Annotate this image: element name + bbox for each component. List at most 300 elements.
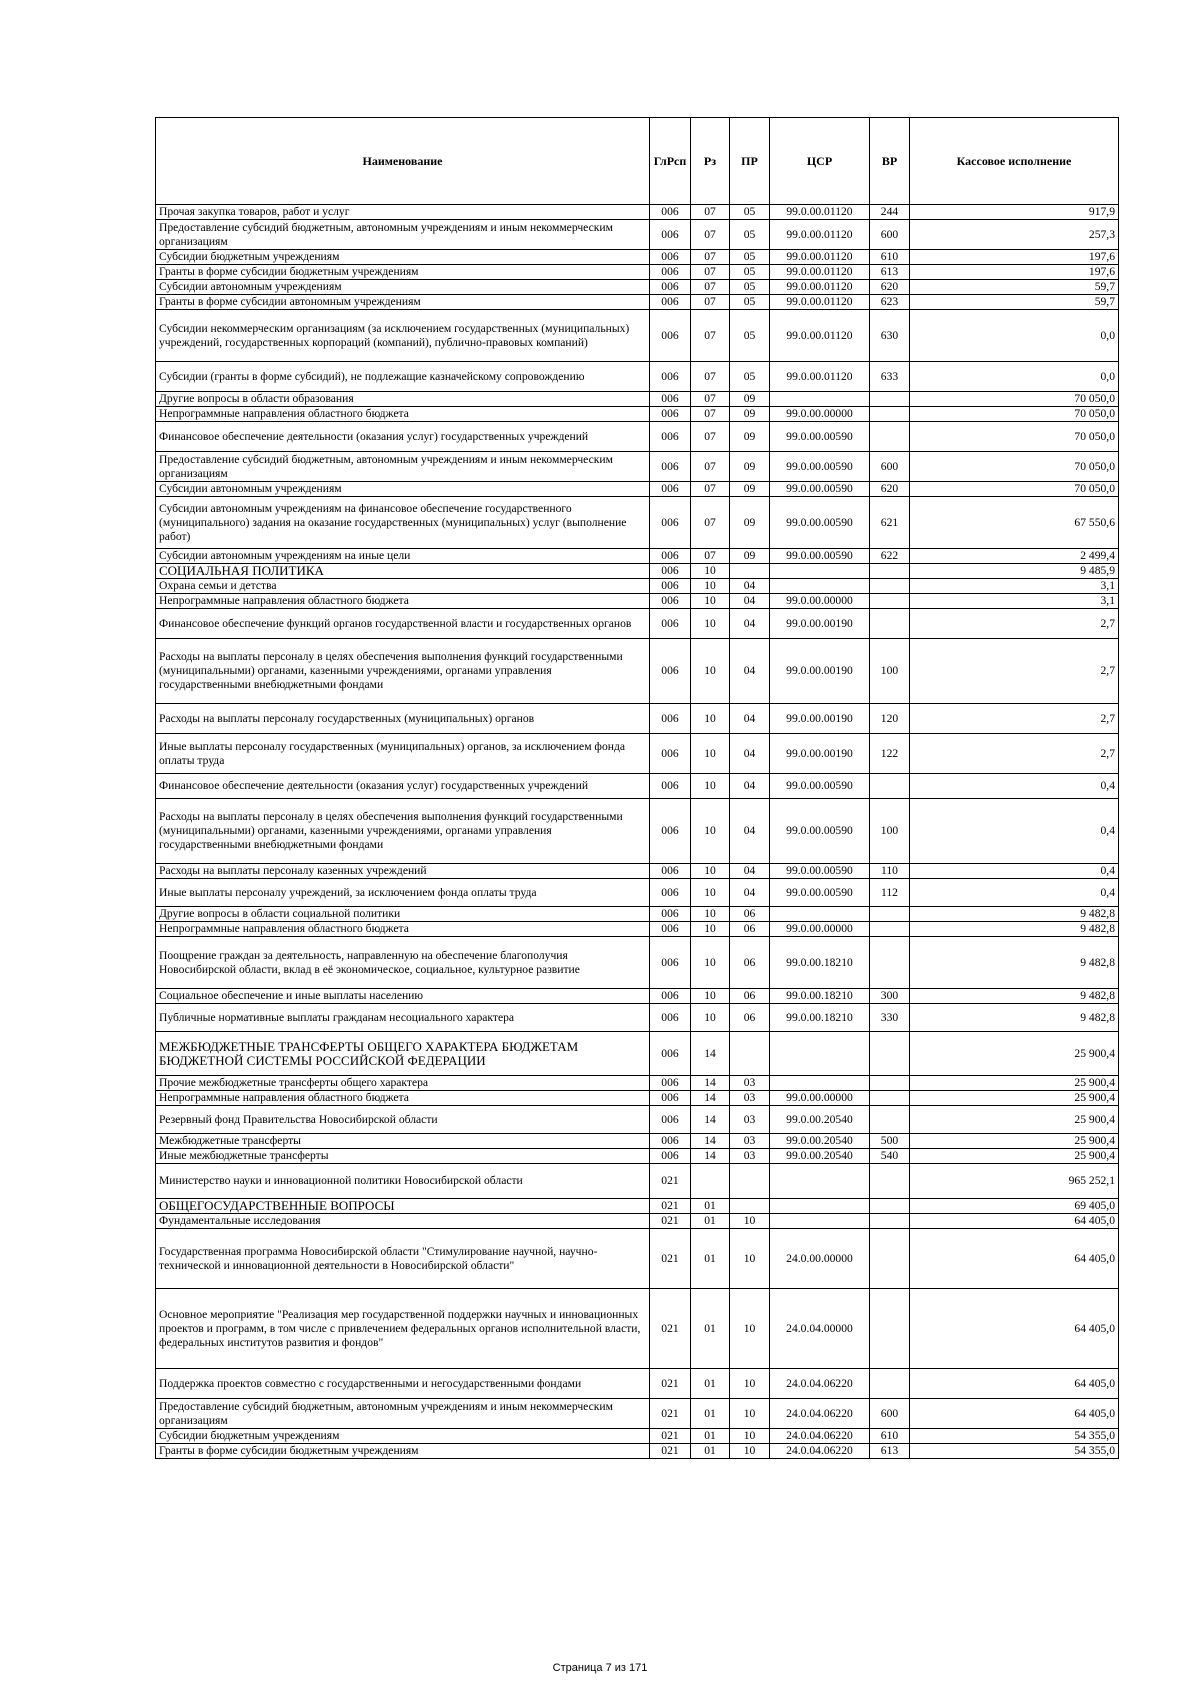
table-row — [156, 310, 1119, 362]
row-amount: 59,7 — [910, 280, 1119, 295]
row-vr — [870, 922, 910, 937]
row-name: СОЦИАЛЬНАЯ ПОЛИТИКА — [156, 564, 650, 579]
row-name: Расходы на выплаты персоналу в целях обеспечения выполнения функций государственными (муниципальными) органами, казенными учреждениями, органами управления государственными внебюджетными фондами — [156, 639, 650, 704]
row-glrsp: 006 — [650, 989, 691, 1004]
row-csr: 99.0.00.00590 — [770, 422, 870, 452]
table-row — [156, 250, 1119, 265]
row-glrsp: 006 — [650, 1076, 691, 1091]
row-rz: 07 — [691, 549, 730, 564]
row-vr: 622 — [870, 549, 910, 564]
row-name: Предоставление субсидий бюджетным, автономным учреждениям и иным некоммерческим организациям — [156, 1399, 650, 1429]
row-vr: 630 — [870, 310, 910, 362]
row-vr — [870, 564, 910, 579]
row-rz: 10 — [691, 879, 730, 907]
table-row — [156, 497, 1119, 549]
row-name: Расходы на выплаты персоналу казенных учреждений — [156, 864, 650, 879]
row-vr: 621 — [870, 497, 910, 549]
row-csr — [770, 1032, 870, 1076]
row-glrsp: 006 — [650, 734, 691, 774]
table-row — [156, 205, 1119, 220]
row-vr — [870, 1369, 910, 1399]
row-name: Прочие межбюджетные трансферты общего характера — [156, 1076, 650, 1091]
row-glrsp: 006 — [650, 295, 691, 310]
table-row — [156, 864, 1119, 879]
table-row — [156, 362, 1119, 392]
row-amount: 25 900,4 — [910, 1032, 1119, 1076]
row-name: Субсидии (гранты в форме субсидий), не подлежащие казначейскому сопровождению — [156, 362, 650, 392]
row-pr: 04 — [730, 579, 770, 594]
row-csr — [770, 1199, 870, 1214]
row-glrsp: 006 — [650, 594, 691, 609]
row-amount: 0,4 — [910, 879, 1119, 907]
table-row — [156, 1164, 1119, 1199]
table-row — [156, 452, 1119, 482]
row-name: Непрограммные направления областного бюджета — [156, 594, 650, 609]
row-rz: 10 — [691, 799, 730, 864]
row-name: Резервный фонд Правительства Новосибирской области — [156, 1106, 650, 1134]
row-glrsp: 006 — [650, 609, 691, 639]
row-csr: 99.0.00.00190 — [770, 639, 870, 704]
row-amount: 3,1 — [910, 579, 1119, 594]
table-row — [156, 1289, 1119, 1369]
header-csr: ЦСР — [770, 118, 870, 205]
row-amount: 3,1 — [910, 594, 1119, 609]
row-rz: 07 — [691, 362, 730, 392]
row-vr — [870, 609, 910, 639]
row-glrsp: 006 — [650, 799, 691, 864]
table-row — [156, 1032, 1119, 1076]
table-row — [156, 422, 1119, 452]
row-pr: 03 — [730, 1091, 770, 1106]
row-name: Иные выплаты персоналу учреждений, за исключением фонда оплаты труда — [156, 879, 650, 907]
row-csr — [770, 579, 870, 594]
row-csr: 24.0.04.06220 — [770, 1444, 870, 1459]
row-glrsp: 021 — [650, 1229, 691, 1289]
row-csr: 99.0.00.00190 — [770, 704, 870, 734]
row-amount: 64 405,0 — [910, 1214, 1119, 1229]
row-pr: 09 — [730, 407, 770, 422]
table-row — [156, 989, 1119, 1004]
row-name: Субсидии некоммерческим организациям (за исключением государственных (муниципальных) учреждений, государственных корпораций (компаний), публично-правовых компаний) — [156, 310, 650, 362]
row-vr: 112 — [870, 879, 910, 907]
row-name: Министерство науки и инновационной политики Новосибирской области — [156, 1164, 650, 1199]
row-amount: 2,7 — [910, 734, 1119, 774]
row-rz: 10 — [691, 1004, 730, 1032]
row-vr: 330 — [870, 1004, 910, 1032]
row-csr: 24.0.00.00000 — [770, 1229, 870, 1289]
row-rz: 10 — [691, 937, 730, 989]
row-name: Субсидии бюджетным учреждениям — [156, 250, 650, 265]
row-pr — [730, 1032, 770, 1076]
row-name: Непрограммные направления областного бюджета — [156, 922, 650, 937]
row-glrsp: 021 — [650, 1369, 691, 1399]
row-rz: 01 — [691, 1199, 730, 1214]
row-vr: 610 — [870, 250, 910, 265]
row-pr: 09 — [730, 497, 770, 549]
row-rz: 07 — [691, 310, 730, 362]
row-csr — [770, 907, 870, 922]
table-row — [156, 407, 1119, 422]
row-vr — [870, 1289, 910, 1369]
row-name: Социальное обеспечение и иные выплаты населению — [156, 989, 650, 1004]
row-vr: 120 — [870, 704, 910, 734]
row-glrsp: 006 — [650, 937, 691, 989]
row-vr: 244 — [870, 205, 910, 220]
row-amount: 70 050,0 — [910, 452, 1119, 482]
row-csr: 99.0.00.01120 — [770, 220, 870, 250]
row-rz: 01 — [691, 1429, 730, 1444]
row-amount: 25 900,4 — [910, 1106, 1119, 1134]
row-amount: 2 499,4 — [910, 549, 1119, 564]
row-amount: 25 900,4 — [910, 1149, 1119, 1164]
row-vr — [870, 594, 910, 609]
row-rz: 10 — [691, 989, 730, 1004]
row-rz: 01 — [691, 1399, 730, 1429]
row-glrsp: 006 — [650, 579, 691, 594]
row-amount: 2,7 — [910, 609, 1119, 639]
row-amount: 64 405,0 — [910, 1229, 1119, 1289]
row-csr: 99.0.00.00190 — [770, 734, 870, 774]
row-glrsp: 006 — [650, 639, 691, 704]
row-glrsp: 006 — [650, 864, 691, 879]
row-rz: 14 — [691, 1149, 730, 1164]
row-pr — [730, 1199, 770, 1214]
row-vr: 100 — [870, 799, 910, 864]
row-csr: 99.0.00.20540 — [770, 1134, 870, 1149]
row-glrsp: 006 — [650, 1091, 691, 1106]
row-glrsp: 021 — [650, 1164, 691, 1199]
row-vr — [870, 907, 910, 922]
table-row — [156, 1444, 1119, 1459]
header-glrsp: ГлРсп — [650, 118, 691, 205]
row-csr: 99.0.00.18210 — [770, 937, 870, 989]
row-pr: 10 — [730, 1399, 770, 1429]
row-rz: 01 — [691, 1214, 730, 1229]
row-glrsp: 021 — [650, 1289, 691, 1369]
row-pr: 03 — [730, 1149, 770, 1164]
header-amount: Кассовое исполнение — [910, 118, 1119, 205]
table-row — [156, 937, 1119, 989]
row-rz: 10 — [691, 579, 730, 594]
row-pr: 10 — [730, 1369, 770, 1399]
row-amount: 70 050,0 — [910, 482, 1119, 497]
table-row — [156, 907, 1119, 922]
table-row — [156, 482, 1119, 497]
row-pr: 05 — [730, 310, 770, 362]
row-glrsp: 006 — [650, 220, 691, 250]
table-row — [156, 922, 1119, 937]
row-vr — [870, 579, 910, 594]
row-rz: 14 — [691, 1134, 730, 1149]
row-name: Иные межбюджетные трансферты — [156, 1149, 650, 1164]
row-pr: 06 — [730, 922, 770, 937]
row-glrsp: 021 — [650, 1199, 691, 1214]
row-glrsp: 006 — [650, 392, 691, 407]
row-csr: 99.0.00.01120 — [770, 362, 870, 392]
row-csr: 99.0.00.00590 — [770, 864, 870, 879]
table-row — [156, 220, 1119, 250]
row-pr: 06 — [730, 989, 770, 1004]
row-pr: 10 — [730, 1214, 770, 1229]
row-vr — [870, 1214, 910, 1229]
row-glrsp: 006 — [650, 310, 691, 362]
row-amount: 9 482,8 — [910, 907, 1119, 922]
row-csr: 99.0.00.00000 — [770, 1091, 870, 1106]
row-amount: 70 050,0 — [910, 392, 1119, 407]
row-pr: 09 — [730, 482, 770, 497]
row-glrsp: 006 — [650, 265, 691, 280]
row-vr: 613 — [870, 1444, 910, 1459]
row-amount: 917,9 — [910, 205, 1119, 220]
row-rz: 10 — [691, 609, 730, 639]
row-pr: 04 — [730, 704, 770, 734]
row-vr — [870, 407, 910, 422]
row-name: Предоставление субсидий бюджетным, автономным учреждениям и иным некоммерческим организациям — [156, 452, 650, 482]
row-pr: 10 — [730, 1289, 770, 1369]
row-vr — [870, 774, 910, 799]
table-body — [156, 205, 1119, 1459]
row-vr: 613 — [870, 265, 910, 280]
row-rz: 10 — [691, 907, 730, 922]
row-name: Непрограммные направления областного бюджета — [156, 407, 650, 422]
row-csr: 24.0.04.06220 — [770, 1399, 870, 1429]
row-pr: 04 — [730, 774, 770, 799]
row-pr: 03 — [730, 1076, 770, 1091]
row-csr: 99.0.00.20540 — [770, 1149, 870, 1164]
row-rz: 14 — [691, 1032, 730, 1076]
row-name: Финансовое обеспечение функций органов государственной власти и государственных органов — [156, 609, 650, 639]
row-rz: 07 — [691, 280, 730, 295]
row-name: Субсидии автономным учреждениям на финансовое обеспечение государственного (муниципального) задания на оказание государственных (муниципальных) услуг (выполнение работ) — [156, 497, 650, 549]
row-vr: 620 — [870, 280, 910, 295]
row-vr — [870, 1164, 910, 1199]
row-csr: 99.0.00.01120 — [770, 280, 870, 295]
row-rz: 07 — [691, 220, 730, 250]
row-vr — [870, 1199, 910, 1214]
row-vr — [870, 1229, 910, 1289]
row-name: Предоставление субсидий бюджетным, автономным учреждениям и иным некоммерческим организациям — [156, 220, 650, 250]
table-row — [156, 564, 1119, 579]
row-pr: 10 — [730, 1429, 770, 1444]
row-vr — [870, 1076, 910, 1091]
row-amount: 2,7 — [910, 639, 1119, 704]
header-vr: ВР — [870, 118, 910, 205]
row-rz: 07 — [691, 482, 730, 497]
header-name: Наименование — [156, 118, 650, 205]
row-pr: 09 — [730, 549, 770, 564]
row-pr: 10 — [730, 1444, 770, 1459]
row-rz: 07 — [691, 407, 730, 422]
table-row — [156, 704, 1119, 734]
row-rz: 10 — [691, 922, 730, 937]
row-rz: 10 — [691, 704, 730, 734]
row-vr: 600 — [870, 1399, 910, 1429]
row-name: Гранты в форме субсидии автономным учреждениям — [156, 295, 650, 310]
row-glrsp: 006 — [650, 774, 691, 799]
table-row — [156, 1091, 1119, 1106]
row-csr: 99.0.00.00590 — [770, 799, 870, 864]
row-amount: 25 900,4 — [910, 1076, 1119, 1091]
row-name: Иные выплаты персоналу государственных (муниципальных) органов, за исключением фонда оплаты труда — [156, 734, 650, 774]
row-vr: 540 — [870, 1149, 910, 1164]
row-name: Охрана семьи и детства — [156, 579, 650, 594]
table-row — [156, 1229, 1119, 1289]
row-name: Основное мероприятие "Реализация мер государственной поддержки научных и инновационных проектов и программ, в том числе с привлечением федеральных органов исполнительной власти, федеральных институтов развития и фондов" — [156, 1289, 650, 1369]
row-rz: 10 — [691, 594, 730, 609]
row-vr: 633 — [870, 362, 910, 392]
row-rz: 07 — [691, 265, 730, 280]
row-csr: 99.0.00.00590 — [770, 497, 870, 549]
row-csr: 99.0.00.20540 — [770, 1106, 870, 1134]
row-csr: 99.0.00.00000 — [770, 922, 870, 937]
row-name: Финансовое обеспечение деятельности (оказания услуг) государственных учреждений — [156, 774, 650, 799]
row-name: Поддержка проектов совместно с государственными и негосударственными фондами — [156, 1369, 650, 1399]
row-pr: 04 — [730, 594, 770, 609]
row-pr: 09 — [730, 392, 770, 407]
row-pr: 05 — [730, 205, 770, 220]
row-vr: 122 — [870, 734, 910, 774]
row-rz: 14 — [691, 1091, 730, 1106]
row-vr — [870, 1091, 910, 1106]
row-csr: 24.0.04.00000 — [770, 1289, 870, 1369]
row-csr: 99.0.00.00000 — [770, 407, 870, 422]
row-amount: 64 405,0 — [910, 1369, 1119, 1399]
table-row — [156, 799, 1119, 864]
row-name: Другие вопросы в области социальной политики — [156, 907, 650, 922]
row-name: Публичные нормативные выплаты гражданам несоциального характера — [156, 1004, 650, 1032]
table-row — [156, 1429, 1119, 1444]
budget-execution-table — [155, 117, 1119, 1459]
row-amount: 2,7 — [910, 704, 1119, 734]
row-pr — [730, 564, 770, 579]
row-amount: 197,6 — [910, 265, 1119, 280]
row-name: Гранты в форме субсидии бюджетным учреждениям — [156, 1444, 650, 1459]
row-glrsp: 006 — [650, 879, 691, 907]
row-csr — [770, 1164, 870, 1199]
row-vr: 610 — [870, 1429, 910, 1444]
row-csr: 24.0.04.06220 — [770, 1369, 870, 1399]
row-csr — [770, 392, 870, 407]
row-csr — [770, 1214, 870, 1229]
row-pr: 05 — [730, 265, 770, 280]
row-rz: 07 — [691, 295, 730, 310]
row-csr: 99.0.00.00590 — [770, 774, 870, 799]
row-rz: 07 — [691, 422, 730, 452]
row-glrsp: 006 — [650, 1149, 691, 1164]
row-name: Субсидии автономным учреждениям — [156, 482, 650, 497]
row-rz: 14 — [691, 1076, 730, 1091]
row-rz: 10 — [691, 639, 730, 704]
row-amount: 70 050,0 — [910, 407, 1119, 422]
row-csr: 99.0.00.18210 — [770, 1004, 870, 1032]
row-name: Межбюджетные трансферты — [156, 1134, 650, 1149]
row-csr: 24.0.04.06220 — [770, 1429, 870, 1444]
table-row — [156, 280, 1119, 295]
row-pr: 06 — [730, 1004, 770, 1032]
row-name: Расходы на выплаты персоналу государственных (муниципальных) органов — [156, 704, 650, 734]
row-vr: 600 — [870, 220, 910, 250]
row-glrsp: 006 — [650, 1134, 691, 1149]
row-vr — [870, 937, 910, 989]
row-rz: 07 — [691, 205, 730, 220]
row-glrsp: 006 — [650, 407, 691, 422]
row-csr: 99.0.00.18210 — [770, 989, 870, 1004]
row-csr: 99.0.00.01120 — [770, 205, 870, 220]
row-csr: 99.0.00.00190 — [770, 609, 870, 639]
row-glrsp: 006 — [650, 362, 691, 392]
row-pr: 03 — [730, 1106, 770, 1134]
row-glrsp: 021 — [650, 1399, 691, 1429]
row-amount: 9 482,8 — [910, 989, 1119, 1004]
row-name: ОБЩЕГОСУДАРСТВЕННЫЕ ВОПРОСЫ — [156, 1199, 650, 1214]
row-vr: 100 — [870, 639, 910, 704]
row-amount: 25 900,4 — [910, 1091, 1119, 1106]
row-glrsp: 006 — [650, 922, 691, 937]
row-rz: 10 — [691, 774, 730, 799]
row-amount: 0,4 — [910, 864, 1119, 879]
row-pr: 04 — [730, 879, 770, 907]
header-pr: ПР — [730, 118, 770, 205]
row-pr: 06 — [730, 937, 770, 989]
row-csr: 99.0.00.00590 — [770, 879, 870, 907]
row-pr: 05 — [730, 220, 770, 250]
row-pr: 04 — [730, 639, 770, 704]
table-row — [156, 594, 1119, 609]
row-pr: 05 — [730, 295, 770, 310]
row-glrsp: 006 — [650, 250, 691, 265]
row-rz: 07 — [691, 497, 730, 549]
row-amount: 59,7 — [910, 295, 1119, 310]
row-rz: 07 — [691, 452, 730, 482]
row-rz: 01 — [691, 1229, 730, 1289]
row-pr: 04 — [730, 799, 770, 864]
table-row — [156, 639, 1119, 704]
row-glrsp: 006 — [650, 452, 691, 482]
row-name: Расходы на выплаты персоналу в целях обеспечения выполнения функций государственными (муниципальными) органами, казенными учреждениями, органами управления государственными внебюджетными фондами — [156, 799, 650, 864]
row-name: Другие вопросы в области образования — [156, 392, 650, 407]
row-vr — [870, 422, 910, 452]
row-csr: 99.0.00.01120 — [770, 295, 870, 310]
header-rz: Рз — [691, 118, 730, 205]
row-glrsp: 006 — [650, 564, 691, 579]
row-rz: 10 — [691, 734, 730, 774]
row-csr: 99.0.00.01120 — [770, 310, 870, 362]
table-row — [156, 1199, 1119, 1214]
row-amount: 9 482,8 — [910, 922, 1119, 937]
row-glrsp: 006 — [650, 497, 691, 549]
row-rz: 07 — [691, 250, 730, 265]
row-glrsp: 006 — [650, 704, 691, 734]
row-vr: 600 — [870, 452, 910, 482]
row-amount: 64 405,0 — [910, 1399, 1119, 1429]
row-amount: 0,4 — [910, 799, 1119, 864]
row-amount: 70 050,0 — [910, 422, 1119, 452]
row-amount: 67 550,6 — [910, 497, 1119, 549]
table-row — [156, 734, 1119, 774]
table-row — [156, 295, 1119, 310]
row-amount: 9 482,8 — [910, 937, 1119, 989]
row-pr: 04 — [730, 734, 770, 774]
row-name: Государственная программа Новосибирской области "Стимулирование научной, научно-технической и инновационной деятельности в Новосибирской области" — [156, 1229, 650, 1289]
row-vr: 623 — [870, 295, 910, 310]
row-name: Фундаментальные исследования — [156, 1214, 650, 1229]
row-pr: 06 — [730, 907, 770, 922]
row-vr — [870, 392, 910, 407]
row-pr: 10 — [730, 1229, 770, 1289]
table-row — [156, 879, 1119, 907]
table-row — [156, 549, 1119, 564]
row-amount: 0,0 — [910, 362, 1119, 392]
